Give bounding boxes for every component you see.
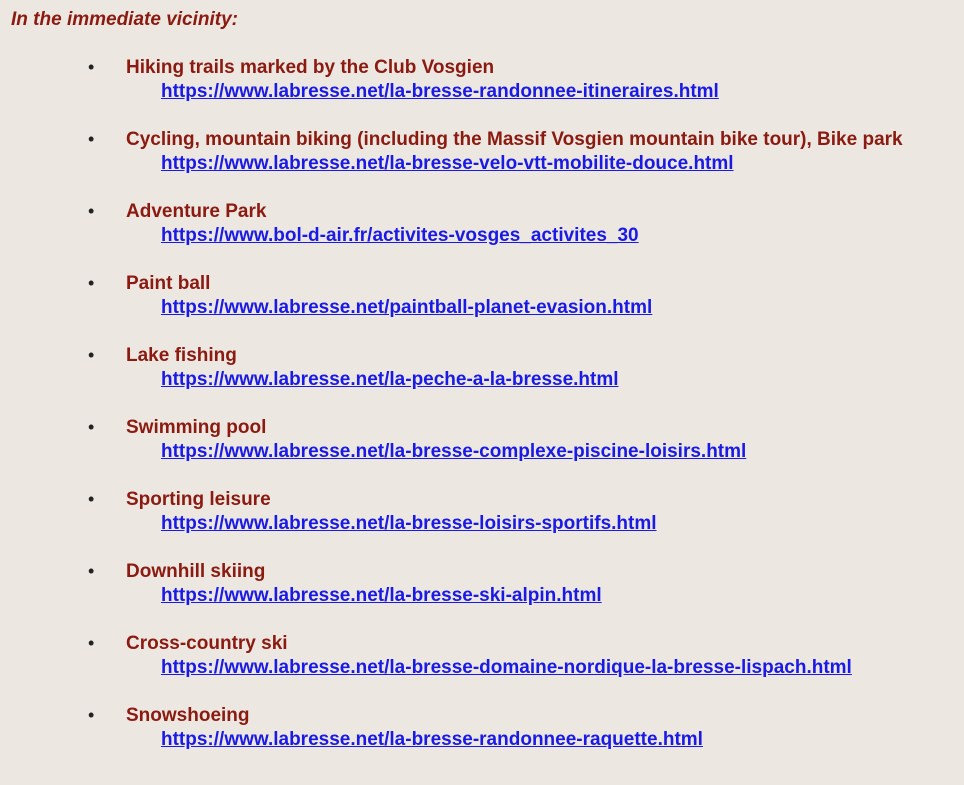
list-item	[0, 199, 964, 248]
bullet-icon: •	[88, 705, 95, 725]
list-item	[0, 415, 964, 464]
bullet-icon: •	[88, 417, 95, 437]
list-item	[0, 559, 964, 608]
activity-link[interactable]: https://www.labresse.net/la-peche-a-la-bresse.html	[161, 369, 619, 390]
list-item	[0, 631, 964, 680]
bullet-icon: •	[88, 273, 95, 293]
activity-label: Lake fishing	[126, 345, 237, 366]
bullet-icon: •	[88, 633, 95, 653]
activity-label: Sporting leisure	[126, 489, 271, 510]
bullet-icon: •	[88, 345, 95, 365]
activity-link[interactable]: https://www.labresse.net/la-bresse-loisirs-sportifs.html	[161, 513, 657, 534]
activity-label: Hiking trails marked by the Club Vosgien	[126, 57, 495, 78]
section-heading: In the immediate vicinity:	[11, 9, 238, 30]
activity-link[interactable]: https://www.labresse.net/paintball-planet-evasion.html	[161, 297, 653, 318]
activity-label: Paint ball	[126, 273, 211, 294]
activity-label: Cross-country ski	[126, 633, 288, 654]
list-item	[0, 271, 964, 320]
bullet-icon: •	[88, 489, 95, 509]
activity-label: Swimming pool	[126, 417, 267, 438]
list-item	[0, 55, 964, 104]
activity-link[interactable]: https://www.labresse.net/la-bresse-randonnee-raquette.html	[161, 729, 703, 750]
activity-link[interactable]: https://www.bol-d-air.fr/activites-vosges_activites_30	[161, 225, 639, 246]
activity-label: Adventure Park	[126, 201, 267, 222]
activity-link[interactable]: https://www.labresse.net/la-bresse-ski-alpin.html	[161, 585, 602, 606]
list-item	[0, 703, 964, 752]
bullet-icon: •	[88, 561, 95, 581]
activity-label: Downhill skiing	[126, 561, 266, 582]
bullet-icon: •	[88, 129, 95, 149]
list-item	[0, 127, 964, 176]
activity-label: Cycling, mountain biking (including the Massif Vosgien mountain bike tour), Bike park	[126, 129, 903, 150]
activity-link[interactable]: https://www.labresse.net/la-bresse-velo-vtt-mobilite-douce.html	[161, 153, 734, 174]
activity-link[interactable]: https://www.labresse.net/la-bresse-complexe-piscine-loisirs.html	[161, 441, 747, 462]
list-item	[0, 343, 964, 392]
activity-link[interactable]: https://www.labresse.net/la-bresse-randonnee-itineraires.html	[161, 81, 719, 102]
list-item	[0, 487, 964, 536]
activity-label: Snowshoeing	[126, 705, 250, 726]
activities-list	[0, 55, 964, 775]
activity-link[interactable]: https://www.labresse.net/la-bresse-domaine-nordique-la-bresse-lispach.html	[161, 657, 852, 678]
bullet-icon: •	[88, 57, 95, 77]
bullet-icon: •	[88, 201, 95, 221]
